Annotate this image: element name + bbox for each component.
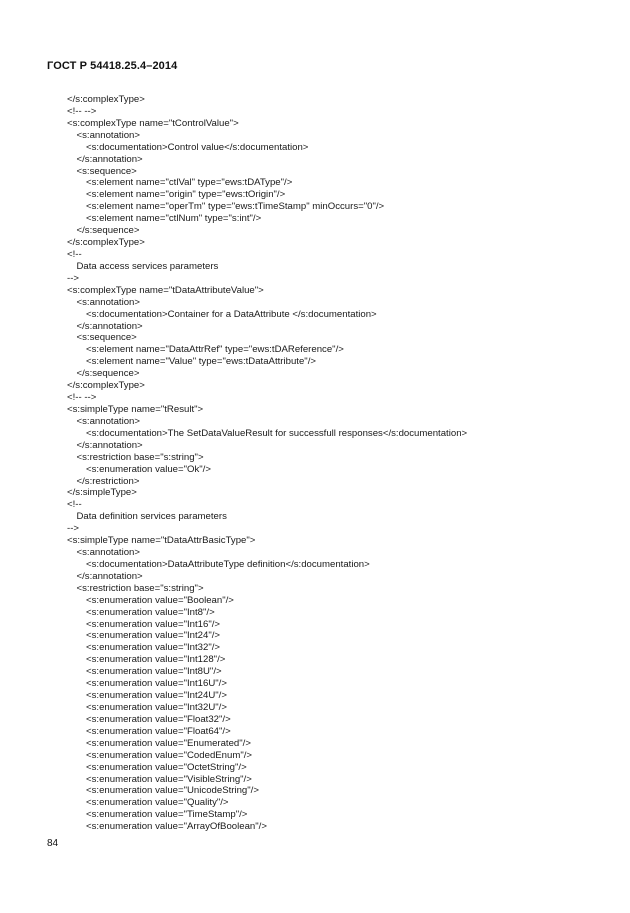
code-line: <s:element name="ctlVal" type="ews:tDAType"/> xyxy=(86,177,293,189)
code-line: <s:annotation> xyxy=(76,415,140,427)
code-line: <s:enumeration value="Int16"/> xyxy=(86,618,221,630)
code-line: <s:enumeration value="OctetString"/> xyxy=(86,761,247,773)
code-line: <s:enumeration value="Int8"/> xyxy=(86,606,215,618)
code-line: <s:enumeration value="Int32"/> xyxy=(86,642,221,654)
code-line: <s:enumeration value="UnicodeString"/> xyxy=(86,785,259,797)
code-line: <s:documentation>Container for a DataAttribute </s:documentation> xyxy=(86,308,377,320)
code-line: <s:restriction base="s:string"> xyxy=(76,451,204,463)
code-line: <s:sequence> xyxy=(76,165,137,177)
code-line: <s:simpleType name="tDataAttrBasicType"> xyxy=(67,535,256,547)
document-header-standard-id: ГОСТ Р 54418.25.4–2014 xyxy=(47,60,178,72)
code-line: <s:enumeration value="Quality"/> xyxy=(86,797,229,809)
code-line: </s:sequence> xyxy=(76,368,140,380)
code-line: <s:enumeration value="Int128"/> xyxy=(86,654,226,666)
code-line: <s:documentation>Control value</s:documentation> xyxy=(86,141,309,153)
code-line: <!-- --> xyxy=(67,105,97,117)
code-line: <s:restriction base="s:string"> xyxy=(76,582,204,594)
code-line: <s:enumeration value="TimeStamp"/> xyxy=(86,809,248,821)
code-line: Data access services parameters xyxy=(76,260,219,272)
code-line: <s:enumeration value="Float32"/> xyxy=(86,713,231,725)
code-line: <s:enumeration value="Int24U"/> xyxy=(86,690,227,702)
code-line: <s:enumeration value="Float64"/> xyxy=(86,725,231,737)
code-line: <s:enumeration value="Enumerated"/> xyxy=(86,737,251,749)
code-line: </s:annotation> xyxy=(76,439,143,451)
code-line: </s:sequence> xyxy=(76,225,140,237)
code-line: <s:documentation>The SetDataValueResult for successfull responses</s:documentation> xyxy=(86,427,468,439)
code-line: <s:enumeration value="Ok"/> xyxy=(86,463,211,475)
code-line: <s:enumeration value="Int16U"/> xyxy=(86,678,227,690)
code-line: <s:simpleType name="tResult"> xyxy=(67,403,204,415)
code-line: <s:annotation> xyxy=(76,296,140,308)
code-line: <s:enumeration value="VisibleString"/> xyxy=(86,773,252,785)
xml-code-listing xyxy=(67,94,467,833)
code-line: <s:element name="operTm" type="ews:tTimeStamp" minOccurs="0"/> xyxy=(86,201,385,213)
code-line: </s:annotation> xyxy=(76,570,143,582)
code-line: </s:annotation> xyxy=(76,320,143,332)
code-line: <s:complexType name="tDataAttributeValue"> xyxy=(67,284,264,296)
code-line: <!-- --> xyxy=(67,392,97,404)
code-line: <s:annotation> xyxy=(76,547,140,559)
page-number: 84 xyxy=(47,838,59,849)
code-line: </s:simpleType> xyxy=(67,487,137,499)
code-line: <s:element name="ctlNum" type="s:int"/> xyxy=(86,213,262,225)
code-line: <!-- xyxy=(67,499,82,511)
code-line: </s:complexType> xyxy=(67,94,145,105)
code-line: <s:element name="DataAttrRef" type="ews:tDAReference"/> xyxy=(86,344,344,356)
code-line: <s:element name="Value" type="ews:tDataAttribute"/> xyxy=(86,356,316,368)
code-line: <s:annotation> xyxy=(76,129,140,141)
code-line: <s:enumeration value="ArrayOfBoolean"/> xyxy=(86,821,267,833)
code-line: --> xyxy=(67,523,79,535)
code-line: <s:enumeration value="CodedEnum"/> xyxy=(86,749,253,761)
code-line: <s:enumeration value="Int32U"/> xyxy=(86,702,227,714)
code-line: </s:annotation> xyxy=(76,153,143,165)
code-line: <s:element name="origin" type="ews:tOrigin"/> xyxy=(86,189,286,201)
code-line: <s:sequence> xyxy=(76,332,137,344)
code-line: Data definition services parameters xyxy=(76,511,227,523)
code-line: <s:documentation>DataAttributeType definition</s:documentation> xyxy=(86,558,370,570)
code-line: </s:complexType> xyxy=(67,237,145,249)
code-line: <s:complexType name="tControlValue"> xyxy=(67,117,239,129)
code-line: <s:enumeration value="Int8U"/> xyxy=(86,666,222,678)
code-line: <s:enumeration value="Boolean"/> xyxy=(86,594,234,606)
code-line: <s:enumeration value="Int24"/> xyxy=(86,630,221,642)
code-line: </s:restriction> xyxy=(76,475,140,487)
code-line: --> xyxy=(67,272,79,284)
code-line: <!-- xyxy=(67,248,82,260)
code-line: </s:complexType> xyxy=(67,380,145,392)
